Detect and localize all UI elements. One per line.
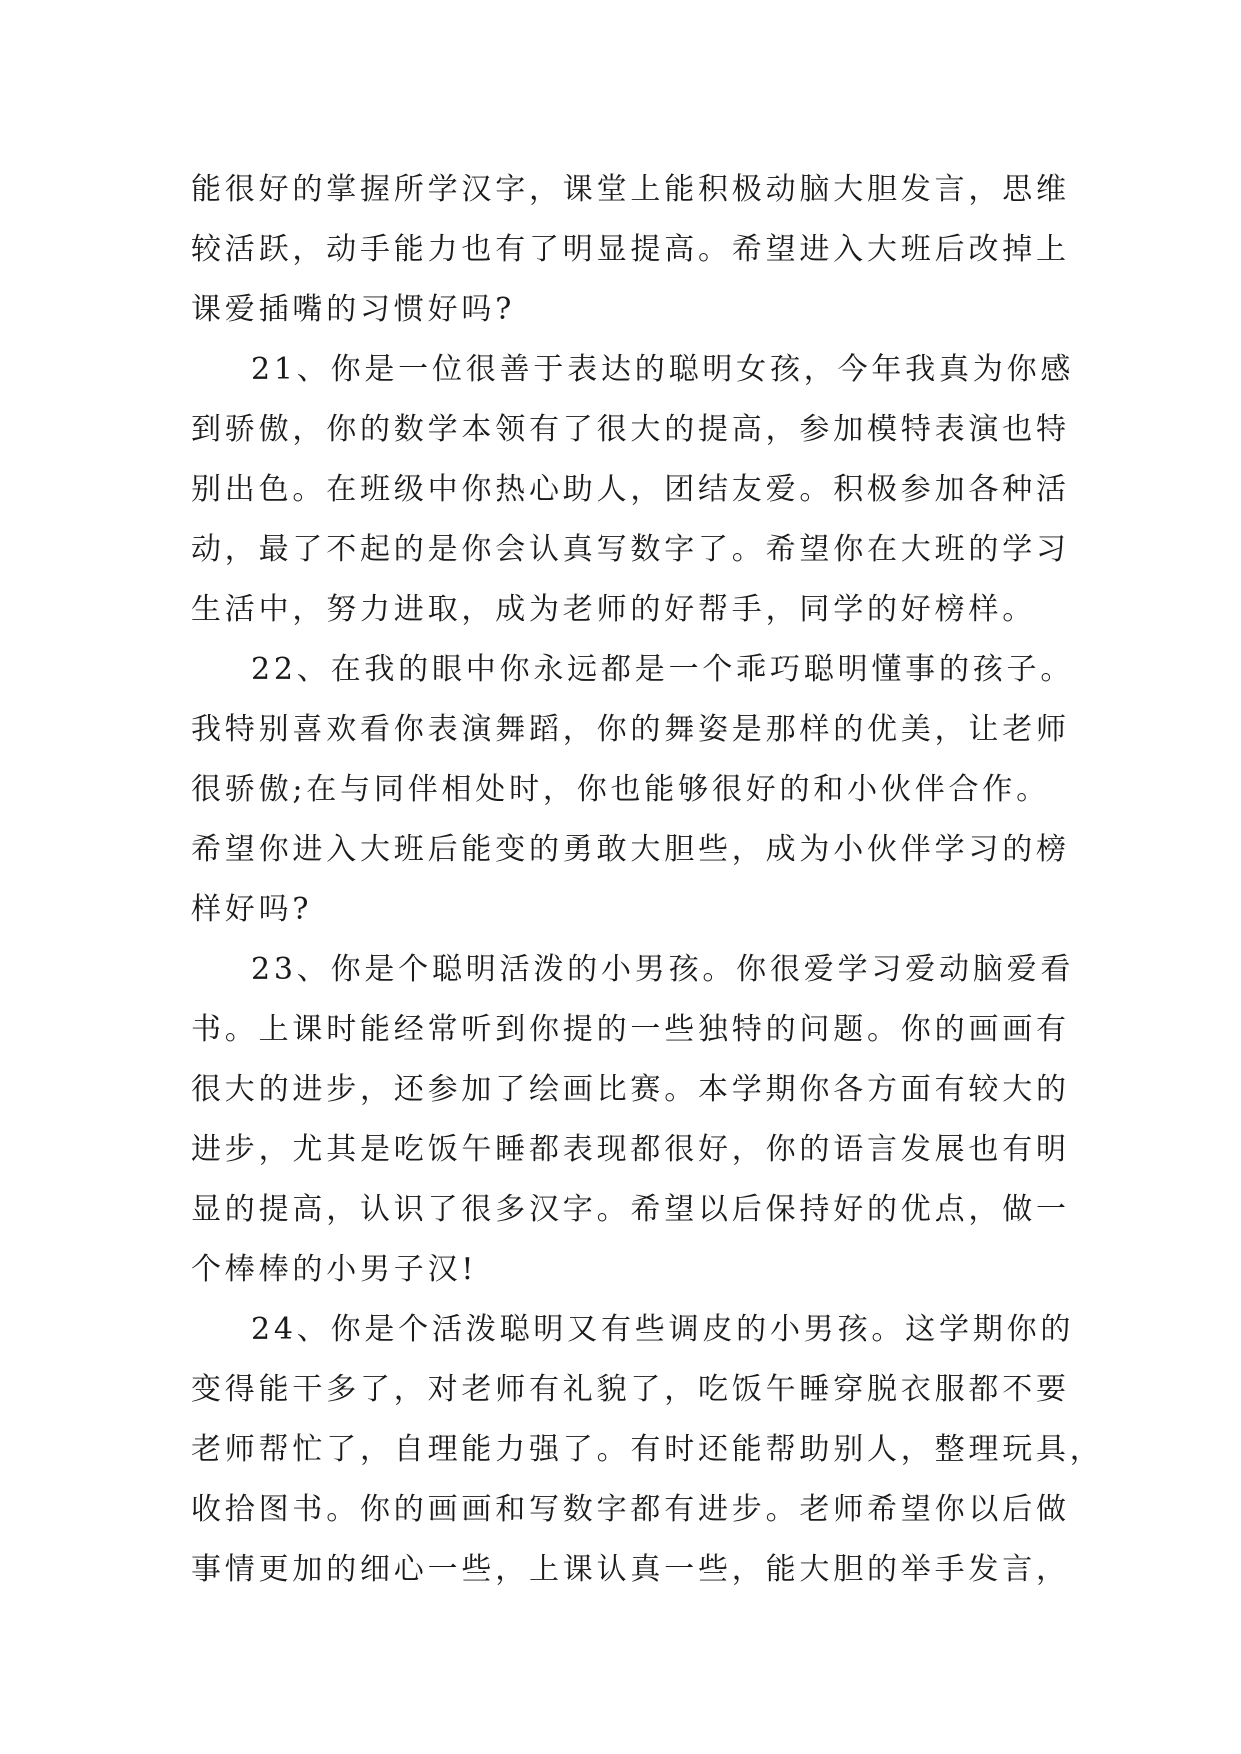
text-line: 希望你进入大班后能变的勇敢大胆些，成为小伙伴学习的榜: [191, 832, 1070, 867]
paragraph-start-24: 24、你是个活泼聪明又有些调皮的小男孩。这学期你的: [251, 1312, 1075, 1347]
text-line: 样好吗?: [191, 892, 313, 927]
text-line: 能很好的掌握所学汉字，课堂上能积极动脑大胆发言，思维: [191, 172, 1070, 207]
paragraph-start-23: 23、你是个聪明活泼的小男孩。你很爱学习爱动脑爱看: [251, 952, 1075, 987]
body-text: [191, 160, 1104, 1600]
text-line: 动，最了不起的是你会认真写数字了。希望你在大班的学习: [191, 532, 1070, 567]
text-line: 收拾图书。你的画画和写数字都有进步。老师希望你以后做: [191, 1492, 1070, 1527]
text-line: 生活中，努力进取，成为老师的好帮手，同学的好榜样。: [191, 592, 1036, 627]
text-line: 书。上课时能经常听到你提的一些独特的问题。你的画画有: [191, 1012, 1070, 1047]
text-line: 别出色。在班级中你热心助人，团结友爱。积极参加各种活: [191, 472, 1070, 507]
text-line: 课爱插嘴的习惯好吗?: [191, 292, 516, 327]
text-line: 个棒棒的小男子汉!: [191, 1252, 478, 1287]
text-line: 老师帮忙了，自理能力强了。有时还能帮助别人，整理玩具，: [191, 1432, 1104, 1467]
text-line: 进步，尤其是吃饭午睡都表现都很好，你的语言发展也有明: [191, 1132, 1070, 1167]
text-line: 很骄傲;在与同伴相处时，你也能够很好的和小伙伴合作。: [191, 772, 1050, 807]
text-line: 变得能干多了，对老师有礼貌了，吃饭午睡穿脱衣服都不要: [191, 1372, 1070, 1407]
paragraph-start-22: 22、在我的眼中你永远都是一个乖巧聪明懂事的孩子。: [251, 652, 1075, 687]
text-line: 我特别喜欢看你表演舞蹈，你的舞姿是那样的优美，让老师: [191, 712, 1070, 747]
text-line: 显的提高，认识了很多汉字。希望以后保持好的优点，做一: [191, 1192, 1070, 1227]
paragraph-start-21: 21、你是一位很善于表达的聪明女孩，今年我真为你感: [251, 352, 1075, 387]
text-line: 很大的进步，还参加了绘画比赛。本学期你各方面有较大的: [191, 1072, 1070, 1107]
text-line: 较活跃，动手能力也有了明显提高。希望进入大班后改掉上: [191, 232, 1070, 267]
text-line: 到骄傲，你的数学本领有了很大的提高，参加模特表演也特: [191, 412, 1070, 447]
text-line: 事情更加的细心一些，上课认真一些，能大胆的举手发言，: [191, 1552, 1070, 1587]
